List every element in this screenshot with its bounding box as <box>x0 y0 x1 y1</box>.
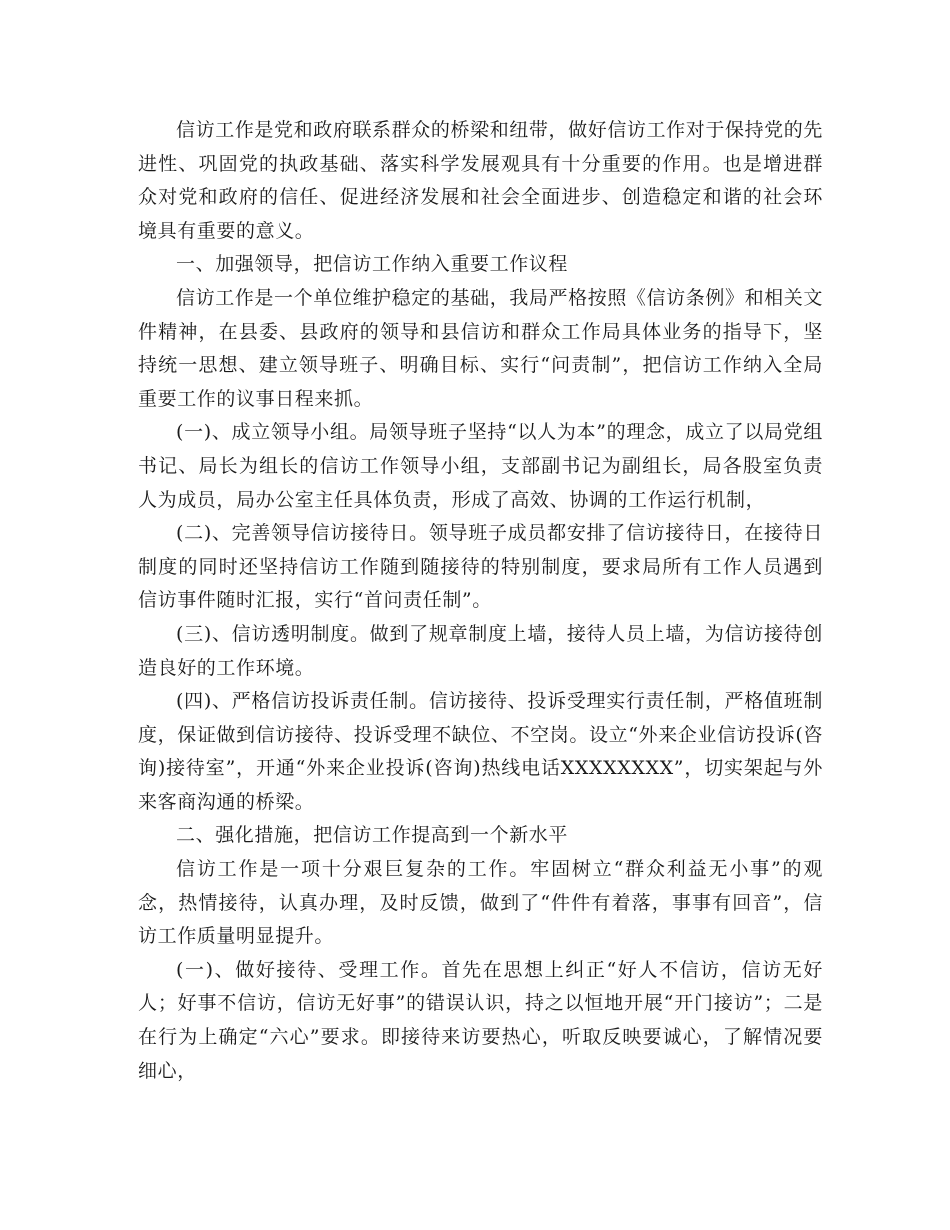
document-body <box>138 114 823 1088</box>
paragraph-intro: 信访工作是党和政府联系群众的桥梁和纽带，做好信访工作对于保持党的先进性、巩固党的执政基础、落实科学发展观具有十分重要的作用。也是增进群众对党和政府的信任、促进经济发展和社会全面进步、创造稳定和谐的社会环境具有重要的意义。 <box>138 119 823 242</box>
paragraph-item-1-2: (二)、完善领导信访接待日。领导班子成员都安排了信访接待日，在接待日制度的同时还坚持信访工作随到随接待的特别制度，要求局所有工作人员遇到信访事件随时汇报，实行“首问责任制”。 <box>138 522 823 612</box>
paragraph-item-1-3: (三)、信访透明制度。做到了规章制度上墙，接待人员上墙，为信访接待创造良好的工作环境。 <box>138 622 823 679</box>
paragraph-section-2-intro: 信访工作是一项十分艰巨复杂的工作。牢固树立“群众利益无小事”的观念，热情接待，认真办理，及时反馈，做到了“件件有着落，事事有回音”，信访工作质量明显提升。 <box>138 858 823 948</box>
section-heading-2: 二、强化措施，把信访工作提高到一个新水平 <box>176 824 569 847</box>
section-heading-1: 一、加强领导，把信访工作纳入重要工作议程 <box>176 253 569 276</box>
paragraph-item-1-1: (一)、成立领导小组。局领导班子坚持“以人为本”的理念，成立了以局党组书记、局长为组长的信访工作领导小组，支部副书记为副组长，局各股室负责人为成员，局办公室主任具体负责，形成了高效、协调的工作运行机制， <box>138 421 823 511</box>
paragraph-item-2-1: (一)、做好接待、受理工作。首先在思想上纠正“好人不信访，信访无好人；好事不信访，信访无好事”的错误认识，持之以恒地开展“开门接访”；二是在行为上确定“六心”要求。即接待来访要热心，听取反映要诚心，了解情况要细心， <box>138 958 823 1082</box>
paragraph-section-1-intro: 信访工作是一个单位维护稳定的基础，我局严格按照《信访条例》和相关文件精神，在县委、县政府的领导和县信访和群众工作局具体业务的指导下，坚持统一思想、建立领导班子、明确目标、实行“问责制”，把信访工作纳入全局重要工作的议事日程来抓。 <box>138 286 823 410</box>
paragraph-item-1-4: (四)、严格信访投诉责任制。信访接待、投诉受理实行责任制，严格值班制度，保证做到信访接待、投诉受理不缺位、不空岗。设立“外来企业信访投诉(咨询)接待室”，开通“外来企业投诉(咨询)热线电话XXXXXXXX”，切实架起与外来客商沟通的桥梁。 <box>138 690 823 813</box>
